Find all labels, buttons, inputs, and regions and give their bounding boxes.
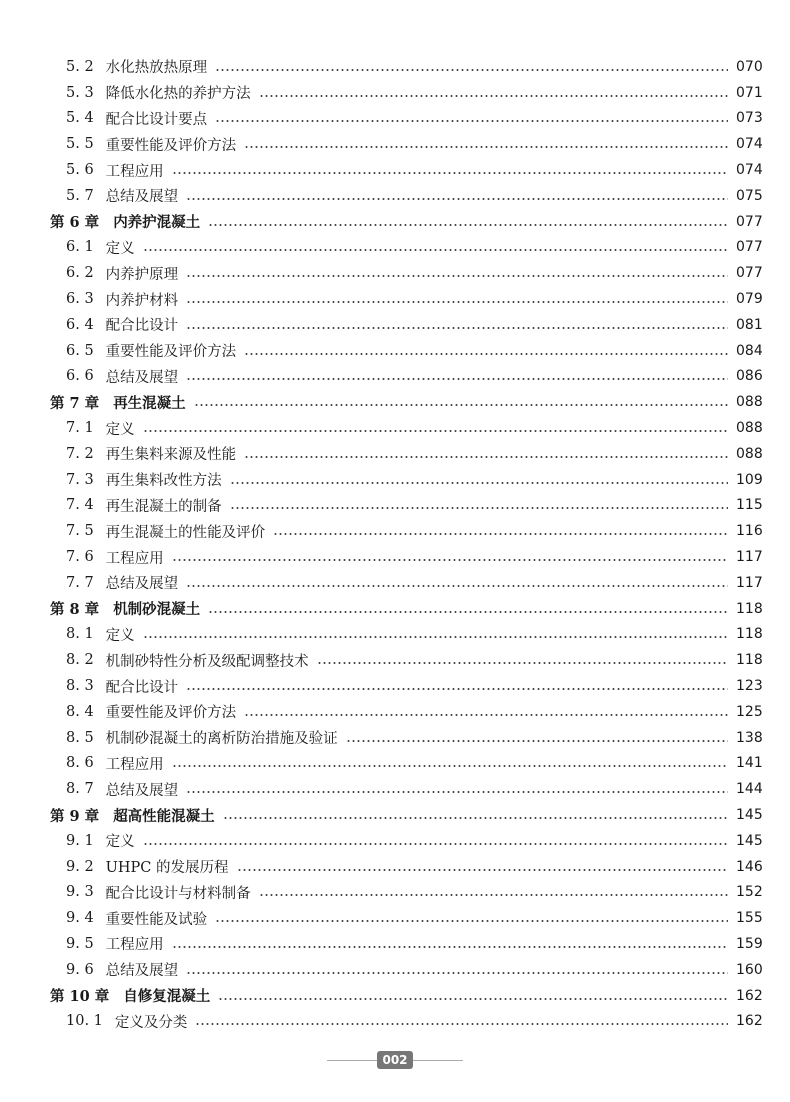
entry-number: 9. 1 — [66, 832, 94, 849]
entry-page-number: 117 — [736, 549, 763, 566]
toc-section-entry[interactable] — [0, 106, 790, 132]
entry-page-number: 117 — [736, 574, 763, 591]
entry-page-number: 138 — [736, 729, 763, 746]
dot-leader — [143, 421, 728, 435]
entry-title: 配合比设计要点 — [105, 111, 208, 128]
toc-section-entry[interactable] — [0, 905, 790, 931]
dot-leader — [259, 885, 728, 899]
entry-title: 自修复混凝土 — [123, 988, 211, 1006]
dot-leader — [215, 111, 728, 125]
toc-section-entry[interactable] — [0, 364, 790, 390]
entry-number: 8. 5 — [66, 729, 94, 746]
entry-page-number: 088 — [736, 394, 763, 411]
toc-section-entry[interactable] — [0, 518, 790, 544]
dot-leader — [223, 808, 728, 822]
entry-number: 10. 1 — [66, 1013, 103, 1030]
dot-leader — [244, 344, 728, 358]
entry-title: 工程应用 — [105, 937, 164, 954]
footer-rule-right — [413, 1060, 463, 1061]
entry-number: 9. 2 — [66, 858, 94, 875]
toc-section-entry[interactable] — [0, 338, 790, 364]
dot-leader — [186, 266, 728, 280]
dot-leader — [273, 524, 728, 538]
entry-title: UHPC 的发展历程 — [105, 860, 229, 877]
entry-page-number: 155 — [736, 910, 763, 927]
entry-title: 配合比设计 — [105, 318, 179, 335]
dot-leader — [186, 189, 728, 203]
dot-leader — [186, 576, 728, 590]
entry-page-number: 141 — [736, 755, 763, 772]
dot-leader — [244, 137, 728, 151]
entry-number: 8. 7 — [66, 781, 94, 798]
toc-section-entry[interactable] — [0, 570, 790, 596]
entry-page-number: 144 — [736, 781, 763, 798]
entry-number: 第 7 章 — [50, 394, 100, 412]
entry-number: 8. 2 — [66, 652, 94, 669]
dot-leader — [186, 963, 728, 977]
entry-page-number: 123 — [736, 678, 763, 695]
entry-title: 再生混凝土 — [113, 394, 186, 412]
entry-number: 第 8 章 — [50, 601, 100, 619]
toc-section-entry[interactable] — [0, 931, 790, 957]
entry-number: 6. 1 — [66, 239, 94, 256]
entry-title: 总结及展望 — [105, 189, 179, 206]
toc-section-entry[interactable] — [0, 260, 790, 286]
toc-section-entry[interactable] — [0, 441, 790, 467]
entry-page-number: 159 — [736, 935, 763, 952]
entry-page-number: 086 — [736, 368, 763, 385]
toc-section-entry[interactable] — [0, 1008, 790, 1034]
entry-number: 7. 7 — [66, 574, 94, 591]
toc-section-entry[interactable] — [0, 828, 790, 854]
dot-leader — [186, 782, 728, 796]
entry-number: 8. 1 — [66, 626, 94, 643]
dot-leader — [172, 550, 728, 564]
dot-leader — [172, 756, 728, 770]
entry-page-number: 125 — [736, 703, 763, 720]
entry-title: 再生混凝土的性能及评价 — [105, 524, 266, 541]
entry-number: 9. 6 — [66, 961, 94, 978]
dot-leader — [143, 240, 728, 254]
dot-leader — [244, 447, 728, 461]
entry-title: 工程应用 — [105, 163, 164, 180]
entry-page-number: 152 — [736, 884, 763, 901]
entry-number: 9. 5 — [66, 935, 94, 952]
entry-page-number: 146 — [736, 858, 763, 875]
dot-leader — [172, 937, 728, 951]
toc-chapter-entry[interactable] — [0, 802, 790, 828]
entry-page-number: 162 — [736, 987, 763, 1004]
entry-title: 超高性能混凝土 — [113, 807, 215, 825]
toc-chapter-entry[interactable] — [0, 983, 790, 1009]
entry-number: 7. 1 — [66, 420, 94, 437]
entry-page-number: 077 — [736, 213, 763, 230]
toc-section-entry[interactable] — [0, 622, 790, 648]
dot-leader — [317, 653, 728, 667]
toc-chapter-entry[interactable] — [0, 596, 790, 622]
toc-section-entry[interactable] — [0, 673, 790, 699]
dot-leader — [346, 731, 728, 745]
entry-title: 重要性能及试验 — [105, 911, 208, 928]
entry-title: 定义 — [105, 627, 135, 644]
entry-title: 重要性能及评价方法 — [105, 137, 237, 154]
entry-title: 总结及展望 — [105, 576, 179, 593]
dot-leader — [143, 834, 728, 848]
entry-title: 机制砂混凝土的离析防治措施及验证 — [105, 731, 338, 748]
entry-number: 9. 4 — [66, 910, 94, 927]
entry-page-number: 088 — [736, 420, 763, 437]
dot-leader — [186, 679, 728, 693]
toc-chapter-entry[interactable] — [0, 209, 790, 235]
toc-chapter-entry[interactable] — [0, 389, 790, 415]
entry-title: 重要性能及评价方法 — [105, 705, 237, 722]
dot-leader — [172, 163, 728, 177]
dot-leader — [215, 911, 728, 925]
entry-title: 内养护材料 — [105, 292, 179, 309]
entry-number: 6. 6 — [66, 368, 94, 385]
dot-leader — [195, 1014, 728, 1028]
entry-page-number: 145 — [736, 832, 763, 849]
entry-page-number: 109 — [736, 471, 763, 488]
toc-section-entry[interactable] — [0, 880, 790, 906]
toc-section-entry[interactable] — [0, 647, 790, 673]
toc-section-entry[interactable] — [0, 286, 790, 312]
entry-title: 定义 — [105, 834, 135, 851]
entry-number: 第 6 章 — [50, 214, 100, 232]
entry-title: 配合比设计 — [105, 679, 179, 696]
toc-section-entry[interactable] — [0, 776, 790, 802]
entry-page-number: 118 — [736, 600, 763, 617]
dot-leader — [208, 602, 728, 616]
entry-title: 总结及展望 — [105, 782, 179, 799]
entry-number: 5. 3 — [66, 84, 94, 101]
dot-leader — [244, 705, 728, 719]
entry-page-number: 162 — [736, 1013, 763, 1030]
dot-leader — [230, 473, 728, 487]
entry-number: 5. 7 — [66, 187, 94, 204]
page-number-badge: 002 — [377, 1051, 413, 1069]
entry-number: 5. 5 — [66, 136, 94, 153]
entry-title: 工程应用 — [105, 550, 164, 567]
entry-number: 6. 5 — [66, 342, 94, 359]
entry-title: 配合比设计与材料制备 — [105, 885, 251, 902]
entry-page-number: 116 — [736, 523, 763, 540]
entry-page-number: 081 — [736, 316, 763, 333]
entry-number: 7. 3 — [66, 471, 94, 488]
entry-page-number: 077 — [736, 239, 763, 256]
entry-number: 第 10 章 — [50, 988, 110, 1006]
entry-number: 7. 6 — [66, 549, 94, 566]
entry-page-number: 115 — [736, 497, 763, 514]
entry-page-number: 084 — [736, 342, 763, 359]
entry-page-number: 118 — [736, 652, 763, 669]
toc-section-entry[interactable] — [0, 699, 790, 725]
entry-number: 7. 4 — [66, 497, 94, 514]
toc-section-entry[interactable] — [0, 183, 790, 209]
dot-leader — [186, 369, 728, 383]
toc-section-entry[interactable] — [0, 131, 790, 157]
entry-number: 5. 6 — [66, 162, 94, 179]
toc-section-entry[interactable] — [0, 415, 790, 441]
entry-page-number: 075 — [736, 187, 763, 204]
entry-page-number: 070 — [736, 58, 763, 75]
entry-title: 再生集料改性方法 — [105, 473, 222, 490]
dot-leader — [218, 989, 728, 1003]
dot-leader — [143, 627, 728, 641]
entry-number: 7. 5 — [66, 523, 94, 540]
entry-title: 定义及分类 — [114, 1014, 188, 1031]
entry-title: 定义 — [105, 240, 135, 257]
dot-leader — [237, 860, 729, 874]
entry-page-number: 079 — [736, 291, 763, 308]
page-footer — [0, 1048, 790, 1072]
toc-section-entry[interactable] — [0, 725, 790, 751]
entry-page-number: 074 — [736, 136, 763, 153]
entry-title: 再生混凝土的制备 — [105, 498, 222, 515]
toc-section-entry[interactable] — [0, 544, 790, 570]
entry-page-number: 145 — [736, 807, 763, 823]
dot-leader — [186, 318, 728, 332]
toc-section-entry[interactable] — [0, 312, 790, 338]
entry-title: 内养护原理 — [105, 266, 179, 283]
entry-page-number: 073 — [736, 110, 763, 127]
entry-page-number: 071 — [736, 84, 763, 101]
entry-number: 8. 4 — [66, 703, 94, 720]
entry-title: 重要性能及评价方法 — [105, 344, 237, 361]
toc-section-entry[interactable] — [0, 854, 790, 880]
entry-page-number: 074 — [736, 162, 763, 179]
entry-number: 8. 6 — [66, 755, 94, 772]
entry-title: 机制砂特性分析及级配调整技术 — [105, 653, 309, 670]
entry-title: 总结及展望 — [105, 369, 179, 386]
entry-number: 8. 3 — [66, 678, 94, 695]
dot-leader — [208, 215, 728, 229]
toc-section-entry[interactable] — [0, 80, 790, 106]
dot-leader — [194, 395, 728, 409]
entry-number: 6. 2 — [66, 265, 94, 282]
entry-number: 5. 2 — [66, 58, 94, 75]
entry-number: 9. 3 — [66, 884, 94, 901]
dot-leader — [186, 292, 728, 306]
entry-number: 第 9 章 — [50, 807, 100, 825]
entry-page-number: 088 — [736, 445, 763, 462]
entry-title: 工程应用 — [105, 756, 164, 773]
dot-leader — [215, 60, 728, 74]
footer-rule-left — [327, 1060, 377, 1061]
table-of-contents — [0, 54, 790, 1034]
entry-title: 水化热放热原理 — [105, 60, 208, 77]
toc-section-entry[interactable] — [0, 54, 790, 80]
toc-section-entry[interactable] — [0, 751, 790, 777]
entry-number: 6. 4 — [66, 316, 94, 333]
entry-title: 机制砂混凝土 — [113, 601, 201, 619]
entry-title: 内养护混凝土 — [113, 214, 201, 232]
entry-page-number: 160 — [736, 961, 763, 978]
dot-leader — [230, 498, 728, 512]
entry-title: 定义 — [105, 421, 135, 438]
toc-section-entry[interactable] — [0, 235, 790, 261]
toc-section-entry[interactable] — [0, 493, 790, 519]
toc-section-entry[interactable] — [0, 157, 790, 183]
entry-page-number: 077 — [736, 265, 763, 282]
toc-section-entry[interactable] — [0, 957, 790, 983]
entry-number: 5. 4 — [66, 110, 94, 127]
entry-title: 再生集料来源及性能 — [105, 447, 237, 464]
dot-leader — [259, 86, 728, 100]
toc-section-entry[interactable] — [0, 467, 790, 493]
entry-number: 7. 2 — [66, 445, 94, 462]
entry-page-number: 118 — [736, 626, 763, 643]
entry-number: 6. 3 — [66, 291, 94, 308]
entry-title: 降低水化热的养护方法 — [105, 86, 251, 103]
entry-title: 总结及展望 — [105, 963, 179, 980]
